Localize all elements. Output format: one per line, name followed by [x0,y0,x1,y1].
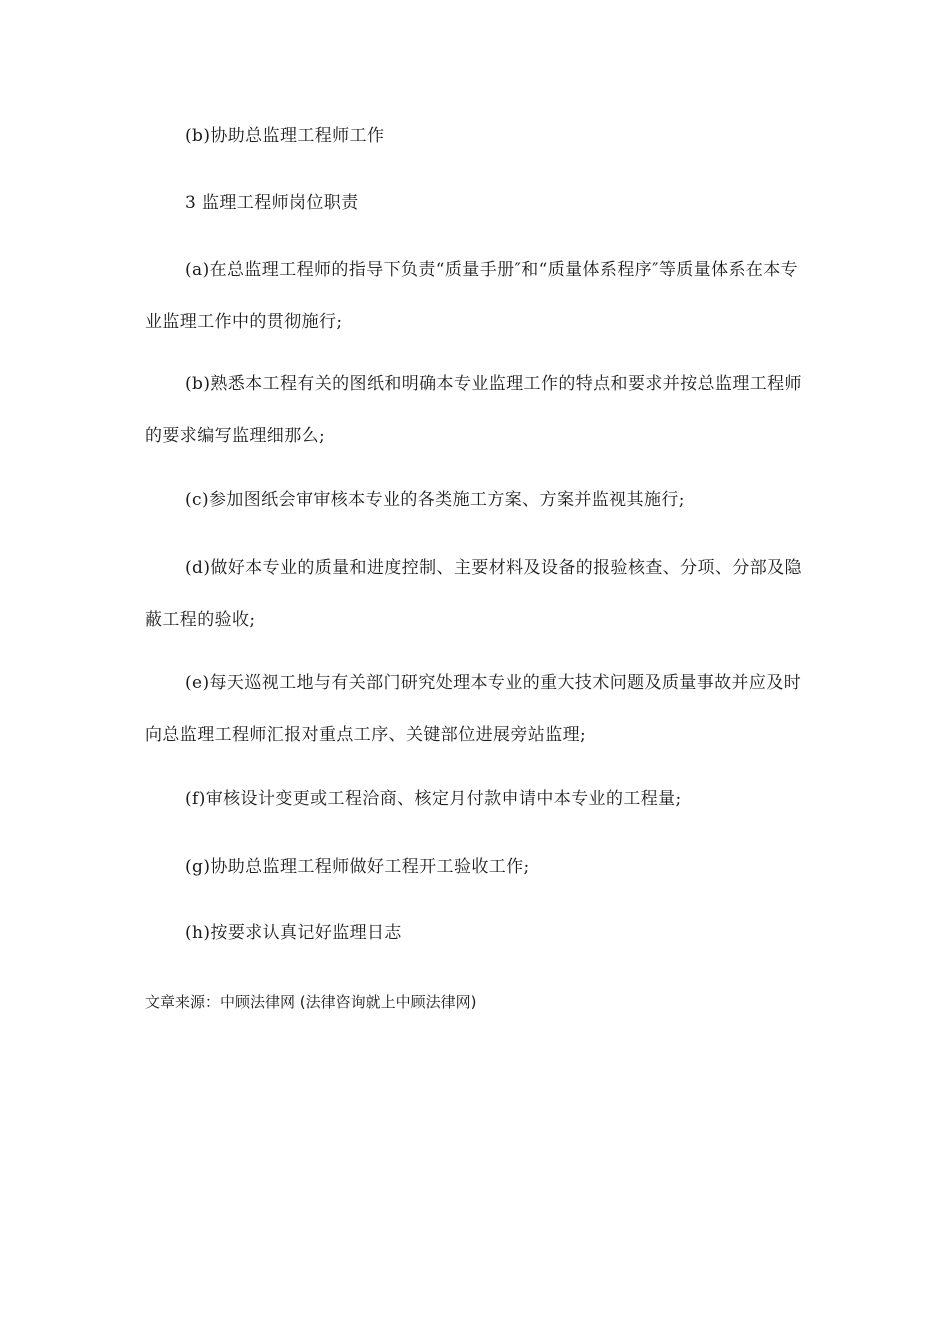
paragraph-item-b: (b)熟悉本工程有关的图纸和明确本专业监理工作的特点和要求并按总监理工程师的要求编写监理细那么; [145,374,802,446]
paragraph-item-h: (h)按要求认真记好监理日志 [185,923,402,943]
paragraph-item-a: (a)在总监理工程师的指导下负责“质量手册″和“质量体系程序″等质量体系在本专业监理工作中的贯彻施行; [145,260,799,332]
paragraph-assist-chief: (b)协助总监理工程师工作 [185,126,385,146]
article-source: 文章来源：中顾法律网 (法律咨询就上中顾法律网) [145,993,477,1011]
paragraph-item-c: (c)参加图纸会审审核本专业的各类施工方案、方案并监视其施行; [185,490,685,510]
paragraph-item-d: (d)做好本专业的质量和进度控制、主要材料及设备的报验核查、分项、分部及隐蔽工程的验收; [145,558,802,630]
paragraph-item-e: (e)每天巡视工地与有关部门研究处理本专业的重大技术问题及质量事故并应及时向总监理工程师汇报对重点工序、关键部位进展旁站监理; [145,673,802,745]
paragraph-item-g: (g)协助总监理工程师做好工程开工验收工作; [185,857,530,877]
section-heading-duties: 3 监理工程师岗位职责 [185,193,359,213]
paragraph-item-f: (f)审核设计变更或工程洽商、核定月付款申请中本专业的工程量; [185,789,682,809]
